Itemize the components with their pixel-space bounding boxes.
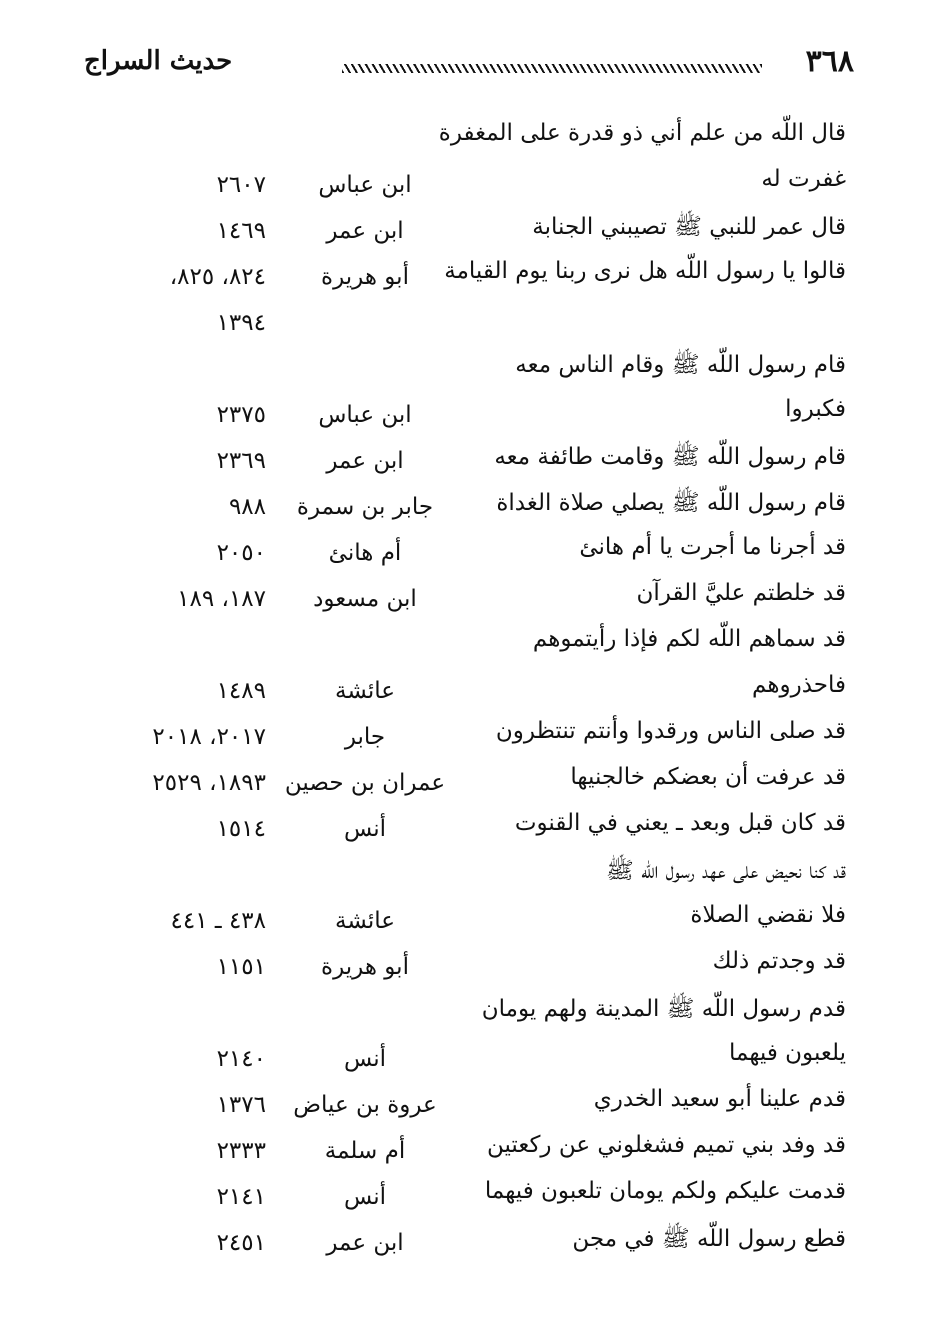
index-row xyxy=(0,714,936,760)
hadith-text: قدمت عليكم ولكم يومان تلعبون فيهما xyxy=(484,1178,846,1204)
hadith-numbers: ٤٣٨ ـ ٤٤١ xyxy=(170,908,266,934)
index-row xyxy=(0,438,936,484)
hadith-text: قام رسول اللّه ﷺ يصلي صلاة الغداة xyxy=(496,490,846,516)
index-row xyxy=(0,1220,936,1266)
hadith-text: فكبروا xyxy=(785,396,846,422)
hadith-text: قد كنا نحيض على عهد رسول اللّه ﷺ xyxy=(606,858,846,884)
narrator-name: ابن عمر xyxy=(326,448,404,474)
hadith-text: قدم علينا أبو سعيد الخدري xyxy=(593,1086,846,1112)
index-row xyxy=(0,346,936,392)
hadith-text: قالوا يا رسول اللّه هل نرى ربنا يوم القيامة xyxy=(444,258,846,284)
hadith-numbers: ٢٠٥٠ xyxy=(216,540,266,566)
narrator-name: ابن عمر xyxy=(326,218,404,244)
hadith-numbers: ٢٦٠٧ xyxy=(216,172,266,198)
index-row xyxy=(0,622,936,668)
hadith-text: قد خلطتم عليَّ القرآن xyxy=(636,580,846,606)
narrator-name: عائشة xyxy=(335,678,395,704)
page-header xyxy=(84,44,854,94)
hadith-text: قام رسول اللّه ﷺ وقام الناس معه xyxy=(515,352,846,378)
hadith-text: قدم رسول اللّه ﷺ المدينة ولهم يومان xyxy=(481,996,846,1022)
hadith-numbers: ٢٣٧٥ xyxy=(216,402,266,428)
index-row xyxy=(0,208,936,254)
hadith-text: قطع رسول اللّه ﷺ في مجن xyxy=(572,1226,846,1252)
hadith-numbers: ١٨٩٣، ٢٥٢٩ xyxy=(152,770,266,796)
index-row xyxy=(0,1128,936,1174)
hadith-numbers: ١٨٧، ١٨٩ xyxy=(177,586,266,612)
narrator-name: أنس xyxy=(343,1184,387,1210)
hadith-text: قال اللّه من علم أني ذو قدرة على المغفرة xyxy=(438,120,846,146)
index-row xyxy=(0,760,936,806)
hadith-text: قد سماهم اللّه لكم فإذا رأيتموهم xyxy=(532,626,846,652)
hadith-text: يلعبون فيهما xyxy=(729,1040,846,1066)
narrator-name: عمران بن حصين xyxy=(284,770,446,796)
narrator-name: أم سلمة xyxy=(324,1138,406,1164)
hadith-text: قد أجرنا ما أجرت يا أم هانئ xyxy=(579,534,846,560)
page-number: ٣٦٨ xyxy=(805,44,854,79)
narrator-name: جابر xyxy=(344,724,386,750)
index-row xyxy=(0,898,936,944)
index-row xyxy=(0,392,936,438)
narrator-name: ابن عباس xyxy=(318,402,412,428)
index-row xyxy=(0,806,936,852)
hadith-numbers: ١٣٩٤ xyxy=(216,310,266,336)
narrator-name: عروة بن عياض xyxy=(293,1092,437,1118)
running-title: حديث السراج xyxy=(84,46,233,76)
narrator-name: أبو هريرة xyxy=(321,264,409,290)
hadith-text: فاحذروهم xyxy=(752,672,846,698)
index-row xyxy=(0,530,936,576)
hadith-text: قد عرفت أن بعضكم خالجنيها xyxy=(570,764,846,790)
index-row xyxy=(0,990,936,1036)
index-table xyxy=(0,116,936,1266)
hadith-text: فلا نقضي الصلاة xyxy=(690,902,846,928)
index-row xyxy=(0,254,936,300)
header-rule xyxy=(342,64,762,73)
narrator-name: عائشة xyxy=(335,908,395,934)
index-row xyxy=(0,162,936,208)
hadith-numbers: ٢٠١٧، ٢٠١٨ xyxy=(152,724,266,750)
hadith-numbers: ١١٥١ xyxy=(216,954,266,980)
narrator-name: أنس xyxy=(343,816,387,842)
hadith-numbers: ٢٤٥١ xyxy=(216,1230,266,1256)
hadith-numbers: ١٤٦٩ xyxy=(216,218,266,244)
narrator-name: ابن عباس xyxy=(318,172,412,198)
hadith-numbers: ٢٣٣٣ xyxy=(216,1138,266,1164)
index-row xyxy=(0,1174,936,1220)
hadith-text: قام رسول اللّه ﷺ وقامت طائفة معه xyxy=(494,444,846,470)
hadith-numbers: ٢١٤١ xyxy=(216,1184,266,1210)
hadith-numbers: ١٤٨٩ xyxy=(216,678,266,704)
index-row xyxy=(0,1036,936,1082)
index-row xyxy=(0,300,936,346)
index-row xyxy=(0,116,936,162)
hadith-numbers: ٢١٤٠ xyxy=(216,1046,266,1072)
narrator-name: أبو هريرة xyxy=(321,954,409,980)
index-row xyxy=(0,576,936,622)
hadith-text: قد كان قبل وبعد ـ يعني في القنوت xyxy=(514,810,846,836)
hadith-text: قد صلى الناس ورقدوا وأنتم تنتظرون xyxy=(495,718,846,744)
narrator-name: أم هانئ xyxy=(328,540,402,566)
hadith-text: قد وجدتم ذلك xyxy=(712,948,846,974)
index-row xyxy=(0,484,936,530)
hadith-text: غفرت له xyxy=(761,166,846,192)
narrator-name: جابر بن سمرة xyxy=(296,494,434,520)
narrator-name: أنس xyxy=(343,1046,387,1072)
narrator-name: ابن عمر xyxy=(326,1230,404,1256)
index-row xyxy=(0,668,936,714)
index-row xyxy=(0,1082,936,1128)
index-row xyxy=(0,852,936,898)
hadith-numbers: ٨٢٤، ٨٢٥، xyxy=(169,264,266,290)
narrator-name: ابن مسعود xyxy=(313,586,417,612)
hadith-numbers: ١٥١٤ xyxy=(216,816,266,842)
index-row xyxy=(0,944,936,990)
hadith-numbers: ٢٣٦٩ xyxy=(216,448,266,474)
hadith-numbers: ١٣٧٦ xyxy=(216,1092,266,1118)
hadith-text: قال عمر للنبي ﷺ تصيبني الجنابة xyxy=(532,214,846,240)
hadith-numbers: ٩٨٨ xyxy=(228,494,266,520)
hadith-text: قد وفد بني تميم فشغلوني عن ركعتين xyxy=(486,1132,846,1158)
